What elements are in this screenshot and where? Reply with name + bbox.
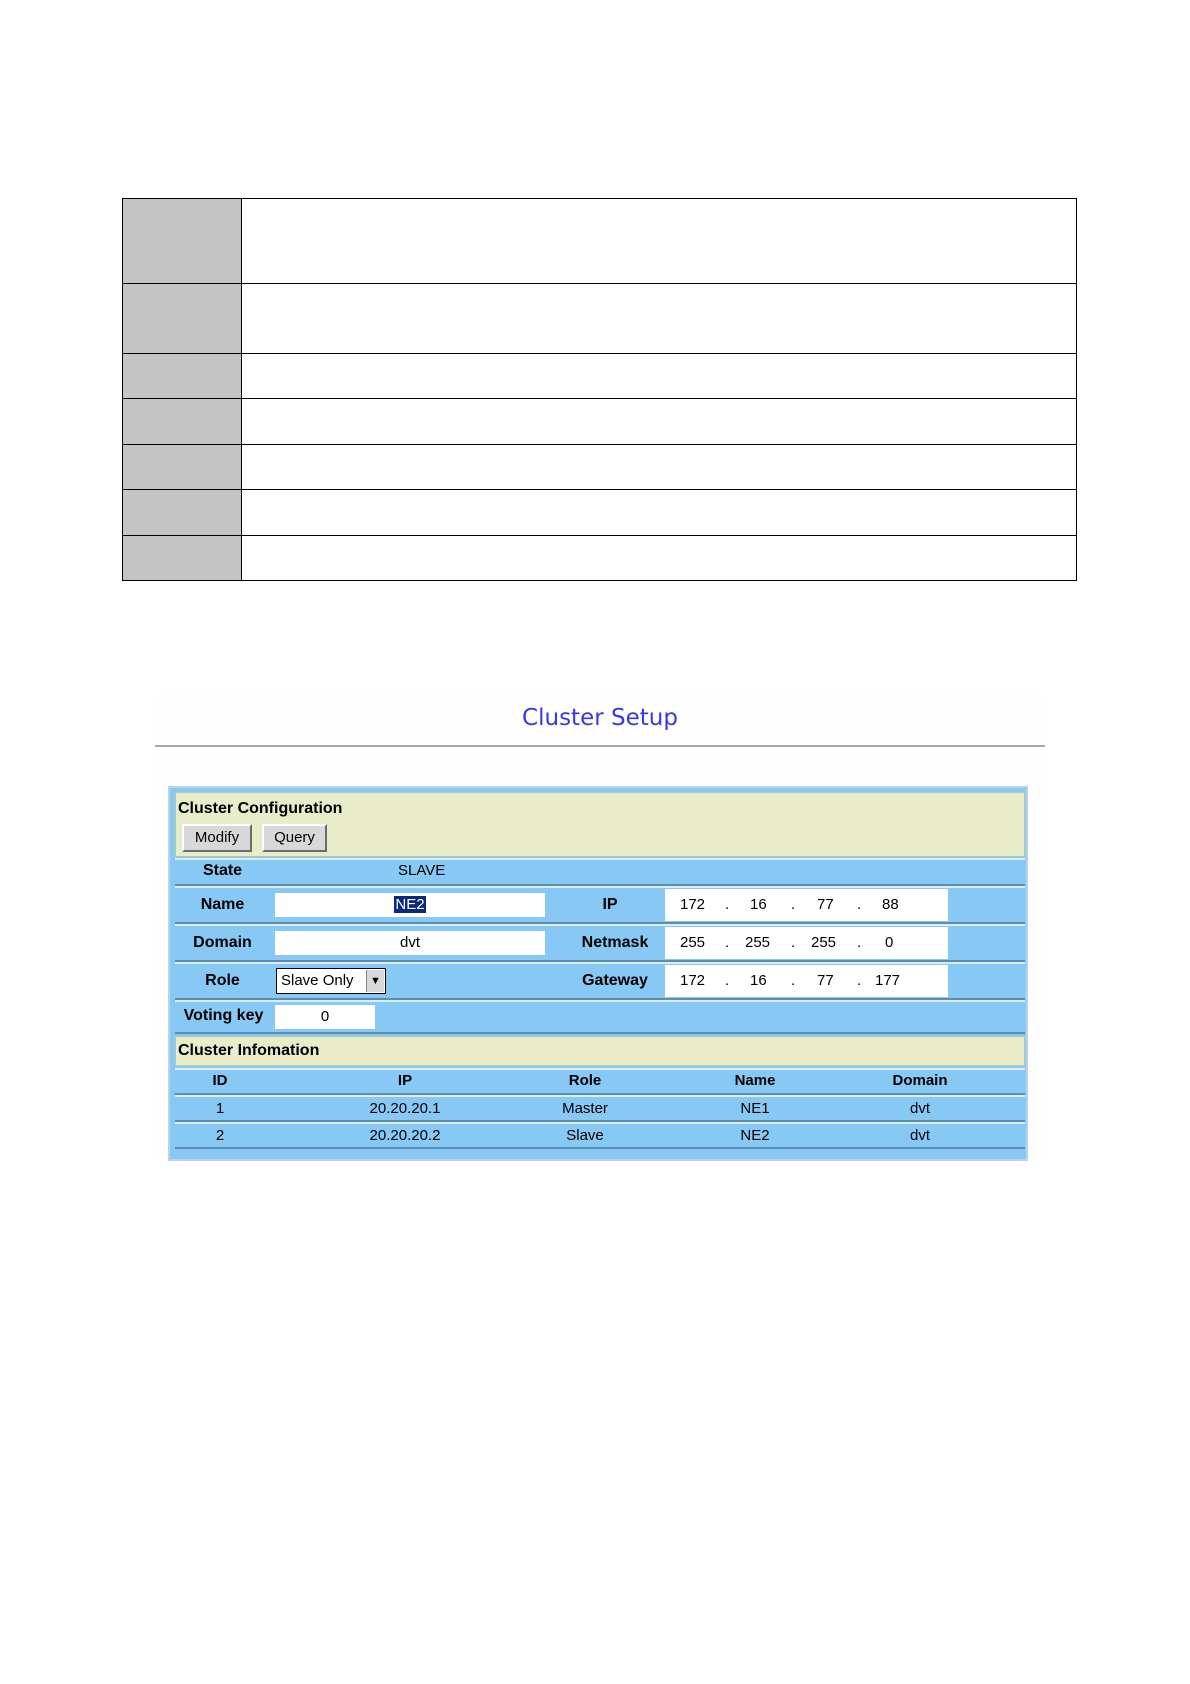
cell-ip: 20.20.20.2 [369, 1127, 441, 1144]
column-header-id: ID [212, 1072, 228, 1089]
netmask-octet: 255 [745, 934, 771, 951]
table-value-cell [242, 284, 1077, 354]
cell-ip: 20.20.20.1 [369, 1100, 441, 1117]
query-button[interactable]: Query [262, 824, 327, 852]
netmask-octet: 255 [680, 934, 706, 951]
role-gateway-row [175, 962, 1025, 1000]
table-row [123, 199, 1077, 284]
voting-key-row [175, 1000, 1025, 1034]
table-row [123, 284, 1077, 354]
table-value-cell [242, 199, 1077, 284]
netmask-input[interactable]: 255 . 255 . 255 . 0 [665, 927, 948, 959]
table-row [123, 399, 1077, 445]
name-label: Name [200, 896, 245, 913]
ip-octet: 16 [750, 896, 767, 913]
domain-netmask-row [175, 924, 1025, 962]
ip-octet: 172 [680, 896, 706, 913]
description-table [122, 198, 1077, 581]
cell-role: Master [562, 1100, 608, 1117]
table-value-cell [242, 399, 1077, 445]
table-row [123, 445, 1077, 490]
domain-label: Domain [193, 934, 252, 951]
table-row [123, 490, 1077, 536]
column-header-name: Name [734, 1072, 776, 1089]
cell-id: 1 [215, 1100, 225, 1117]
netmask-octet: 255 [811, 934, 837, 951]
gateway-octet: 77 [817, 972, 834, 989]
modify-button[interactable]: Modify [182, 824, 252, 852]
table-value-cell [242, 354, 1077, 399]
column-header-domain: Domain [892, 1072, 948, 1089]
role-select-value: Slave Only [281, 972, 354, 989]
voting-key-input[interactable]: 0 [275, 1005, 375, 1029]
table-key-cell [123, 445, 242, 490]
gateway-label: Gateway [582, 972, 648, 989]
title-divider [155, 745, 1045, 747]
chevron-down-icon[interactable]: ▼ [366, 970, 384, 992]
page-title: Cluster Setup [522, 705, 678, 731]
config-section-title: Cluster Configuration [178, 800, 343, 817]
config-section-bar [175, 792, 1025, 857]
ip-octet: 88 [882, 896, 899, 913]
cell-name: NE1 [740, 1100, 770, 1117]
table-value-cell [242, 536, 1077, 581]
cluster-setup-screenshot [155, 693, 1045, 1163]
column-header-ip: IP [397, 1072, 413, 1089]
gateway-input[interactable]: 172 . 16 . 77 . 177 [665, 965, 948, 997]
name-input[interactable] [275, 893, 545, 917]
role-label: Role [205, 972, 240, 989]
role-select[interactable] [276, 968, 386, 994]
ip-octet: 77 [817, 896, 834, 913]
table-key-cell [123, 399, 242, 445]
table-key-cell [123, 490, 242, 536]
name-input-value: NE2 [395, 896, 425, 913]
table-key-cell [123, 354, 242, 399]
info-table-header [175, 1068, 1025, 1095]
cell-id: 2 [215, 1127, 225, 1144]
cell-name: NE2 [740, 1127, 770, 1144]
netmask-octet: 0 [885, 934, 894, 951]
table-row [175, 1122, 1025, 1149]
cluster-panel [168, 786, 1028, 1161]
voting-key-label: Voting key [183, 1007, 264, 1024]
gateway-octet: 177 [875, 972, 901, 989]
state-value: SLAVE [398, 862, 446, 879]
ip-label: IP [602, 896, 618, 913]
table-key-cell [123, 199, 242, 284]
table-row [175, 1095, 1025, 1122]
table-key-cell [123, 284, 242, 354]
cell-role: Slave [566, 1127, 604, 1144]
name-ip-row [175, 886, 1025, 924]
domain-input[interactable]: dvt [275, 931, 545, 955]
column-header-role: Role [568, 1072, 602, 1089]
state-label: State [202, 862, 243, 879]
info-section-bar [175, 1036, 1025, 1066]
table-row [123, 354, 1077, 399]
gateway-octet: 16 [750, 972, 767, 989]
cell-domain: dvt [909, 1100, 930, 1117]
state-row [175, 858, 1025, 886]
ip-input[interactable]: 172 . 16 . 77 . 88 [665, 889, 948, 921]
table-key-cell [123, 536, 242, 581]
table-row [123, 536, 1077, 581]
table-value-cell [242, 490, 1077, 536]
info-section-title: Cluster Infomation [178, 1042, 320, 1059]
cell-domain: dvt [909, 1127, 930, 1144]
netmask-label: Netmask [581, 934, 649, 951]
table-value-cell [242, 445, 1077, 490]
gateway-octet: 172 [680, 972, 706, 989]
